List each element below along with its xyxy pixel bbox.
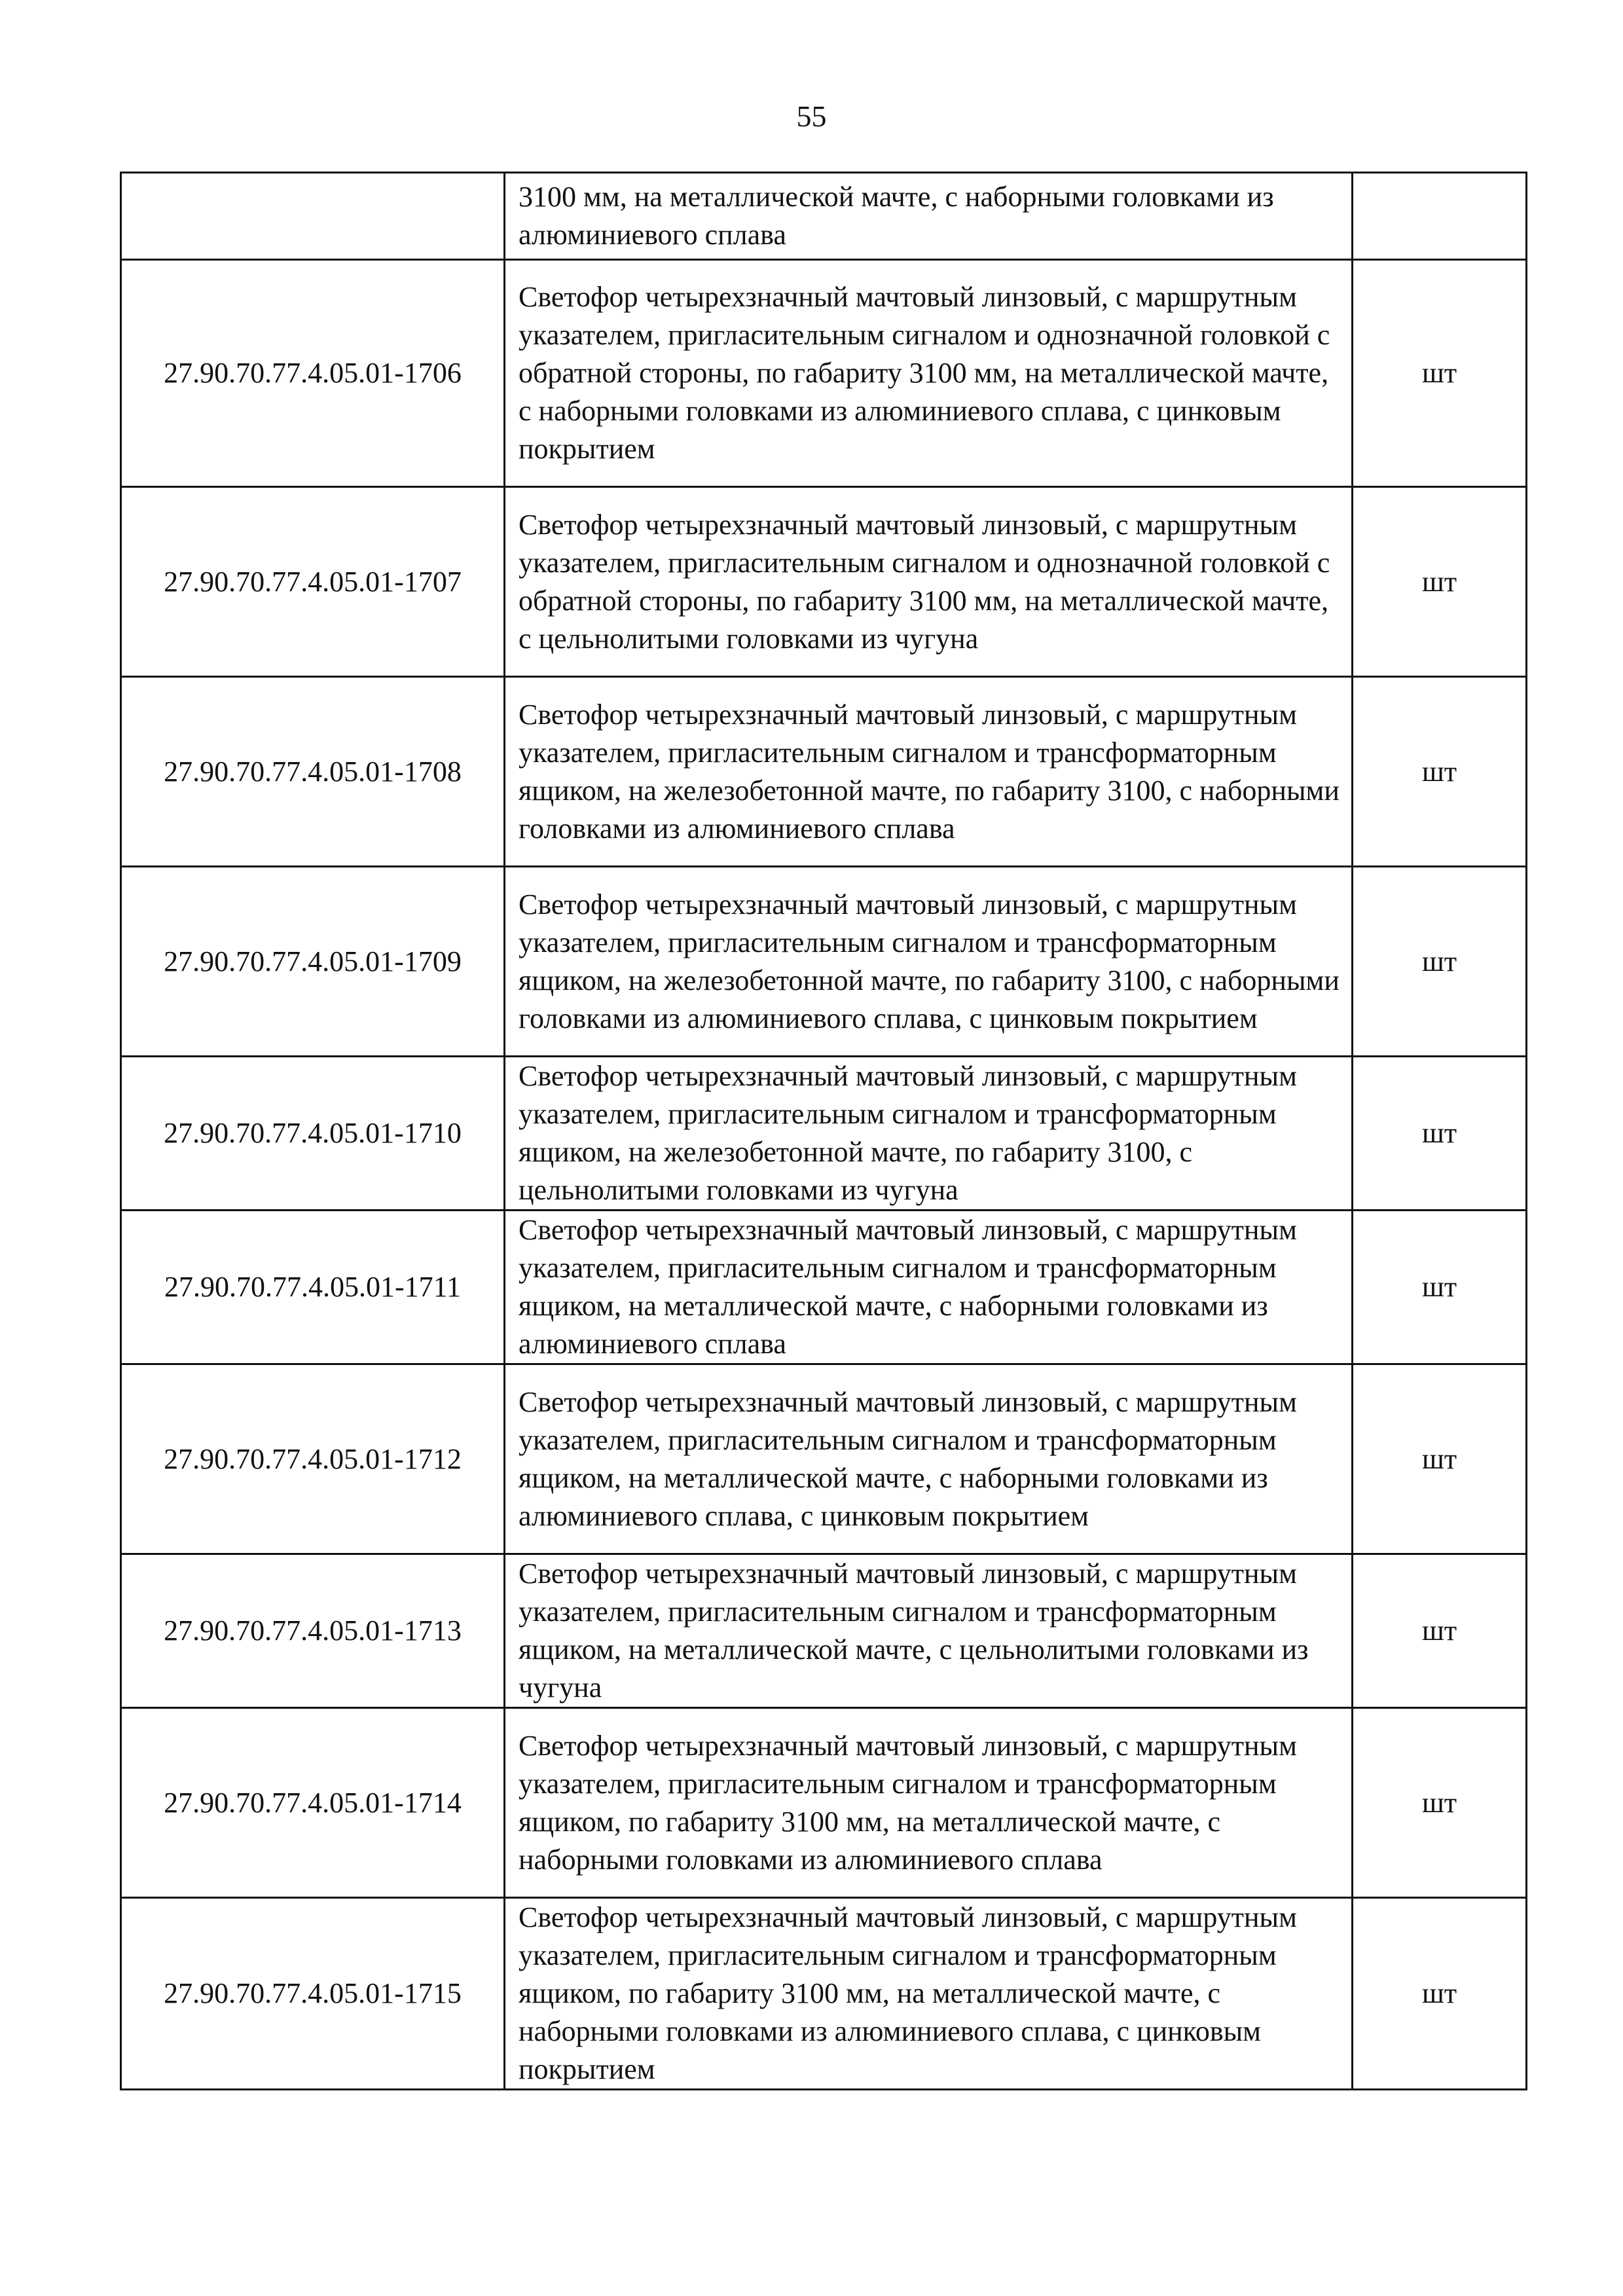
table-row xyxy=(121,677,1527,867)
unit-cell: шт xyxy=(1353,1364,1527,1554)
table-row xyxy=(121,867,1527,1057)
code-cell: 27.90.70.77.4.05.01-1708 xyxy=(121,677,505,867)
unit-cell-empty xyxy=(1353,173,1527,260)
unit-cell: шт xyxy=(1353,1708,1527,1898)
unit-cell: шт xyxy=(1353,1057,1527,1211)
description-cell: Светофор четырехзначный мачтовый линзовый, с маршрутным указателем, пригласительным сигналом и трансформаторным ящиком, по габариту 3100 мм, на металлической мачте, с наборными головками из алюминиевого сплава xyxy=(505,1708,1353,1898)
catalog-table xyxy=(120,172,1527,2090)
code-cell: 27.90.70.77.4.05.01-1711 xyxy=(121,1211,505,1364)
unit-cell: шт xyxy=(1353,1554,1527,1708)
code-cell: 27.90.70.77.4.05.01-1707 xyxy=(121,487,505,677)
table-row xyxy=(121,1057,1527,1211)
catalog-table-body xyxy=(121,173,1527,2090)
page-number: 55 xyxy=(796,100,827,133)
description-cell: Светофор четырехзначный мачтовый линзовый, с маршрутным указателем, пригласительным сигналом и трансформаторным ящиком, по габариту 3100 мм, на металлической мачте, с наборными головками из алюминиевого сплава, с цинковым покрытием xyxy=(505,1898,1353,2090)
description-cell: Светофор четырехзначный мачтовый линзовый, с маршрутным указателем, пригласительным сигналом и трансформаторным ящиком, на металлической мачте, с цельнолитыми головками из чугуна xyxy=(505,1554,1353,1708)
table-row xyxy=(121,1708,1527,1898)
description-cell: Светофор четырехзначный мачтовый линзовый, с маршрутным указателем, пригласительным сигналом и трансформаторным ящиком, на металлической мачте, с наборными головками из алюминиевого сплава xyxy=(505,1211,1353,1364)
unit-cell: шт xyxy=(1353,677,1527,867)
table-row xyxy=(121,1554,1527,1708)
table-row xyxy=(121,1898,1527,2090)
table-row xyxy=(121,260,1527,487)
code-cell: 27.90.70.77.4.05.01-1706 xyxy=(121,260,505,487)
description-cell: Светофор четырехзначный мачтовый линзовый, с маршрутным указателем, пригласительным сигналом и трансформаторным ящиком, на железобетонной мачте, по габариту 3100, с наборными головками из алюминиевого сплава xyxy=(505,677,1353,867)
description-cell: 3100 мм, на металлической мачте, с наборными головками из алюминиевого сплава xyxy=(505,173,1353,260)
description-cell: Светофор четырехзначный мачтовый линзовый, с маршрутным указателем, пригласительным сигналом и однозначной головкой с обратной стороны, по габариту 3100 мм, на металлической мачте, с наборными головками из алюминиевого сплава, с цинковым покрытием xyxy=(505,260,1353,487)
table-row xyxy=(121,487,1527,677)
description-cell: Светофор четырехзначный мачтовый линзовый, с маршрутным указателем, пригласительным сигналом и трансформаторным ящиком, на металлической мачте, с наборными головками из алюминиевого сплава, с цинковым покрытием xyxy=(505,1364,1353,1554)
description-cell: Светофор четырехзначный мачтовый линзовый, с маршрутным указателем, пригласительным сигналом и трансформаторным ящиком, на железобетонной мачте, по габариту 3100, с цельнолитыми головками из чугуна xyxy=(505,1057,1353,1211)
unit-cell: шт xyxy=(1353,1898,1527,2090)
unit-cell: шт xyxy=(1353,487,1527,677)
code-cell: 27.90.70.77.4.05.01-1714 xyxy=(121,1708,505,1898)
table-row-continued xyxy=(121,173,1527,260)
code-cell: 27.90.70.77.4.05.01-1715 xyxy=(121,1898,505,2090)
code-cell: 27.90.70.77.4.05.01-1712 xyxy=(121,1364,505,1554)
code-cell-empty xyxy=(121,173,505,260)
table-row xyxy=(121,1211,1527,1364)
table-row xyxy=(121,1364,1527,1554)
code-cell: 27.90.70.77.4.05.01-1709 xyxy=(121,867,505,1057)
code-cell: 27.90.70.77.4.05.01-1713 xyxy=(121,1554,505,1708)
unit-cell: шт xyxy=(1353,260,1527,487)
code-cell: 27.90.70.77.4.05.01-1710 xyxy=(121,1057,505,1211)
description-cell: Светофор четырехзначный мачтовый линзовый, с маршрутным указателем, пригласительным сигналом и трансформаторным ящиком, на железобетонной мачте, по габариту 3100, с наборными головками из алюминиевого сплава, с цинковым покрытием xyxy=(505,867,1353,1057)
unit-cell: шт xyxy=(1353,1211,1527,1364)
description-cell: Светофор четырехзначный мачтовый линзовый, с маршрутным указателем, пригласительным сигналом и однозначной головкой с обратной стороны, по габариту 3100 мм, на металлической мачте, с цельнолитыми головками из чугуна xyxy=(505,487,1353,677)
unit-cell: шт xyxy=(1353,867,1527,1057)
